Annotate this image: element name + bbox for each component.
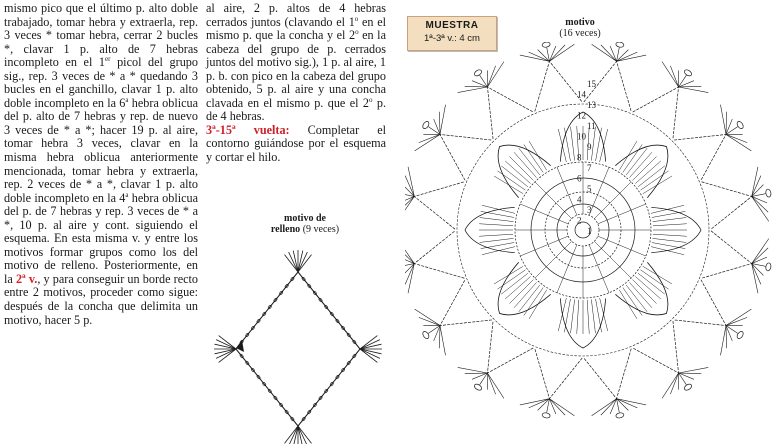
round-number-10: 10 [577, 131, 586, 142]
round-number-7: 7 [587, 163, 592, 173]
motif-picot [765, 262, 771, 271]
motif-outer-chain [414, 231, 464, 278]
motif-picot [615, 412, 624, 418]
motif-picot [542, 412, 551, 418]
motif-outer-fan-stitch [617, 52, 638, 61]
motif-outer-chain [702, 231, 752, 278]
motif-outer-fan-stitch [752, 248, 768, 264]
motif-outer-fan-stitch [520, 55, 550, 61]
round-number-4: 4 [577, 194, 582, 205]
motif-picot [473, 383, 482, 392]
round-number-3: 3 [587, 205, 592, 215]
motif-outer-fan-stitch [662, 373, 678, 398]
motif-outer-fan-stitch [752, 264, 758, 294]
filler-chain-line [236, 349, 298, 426]
motif-picot [736, 330, 745, 339]
motif-outer-fan-stitch [679, 373, 702, 374]
motif-outer-chain [674, 280, 726, 326]
motif-petal-stitch [591, 127, 595, 161]
round-ref-3-15: 3ª-15ª vuelta: [206, 122, 290, 137]
filler-fan [360, 336, 382, 363]
motif-outer-fan-stitch [415, 309, 440, 325]
motif-outer-fan-stitch [408, 264, 414, 294]
motif-outer-fan-stitch [726, 112, 727, 135]
motif-outer-fan-stitch [720, 326, 726, 356]
motif-petal-stitch [600, 298, 608, 331]
motif-outer-chain [535, 61, 582, 111]
motif-spoke [520, 236, 568, 256]
motif-outer-fan-stitch [617, 55, 647, 61]
motif-petal-stitch [652, 238, 686, 242]
motif-outer-fan-stitch [720, 105, 726, 135]
motif-outer-fan-stitch [487, 62, 503, 87]
filler-motif-diagram [208, 244, 388, 444]
filler-chain-line [298, 349, 360, 426]
motif-outer-fan-stitch [679, 367, 709, 373]
motif-petal-stitch [564, 128, 570, 161]
filler-fan-stitch [298, 426, 307, 444]
motif-petal-stitch [480, 238, 514, 242]
motif-outer-fan-stitch [440, 326, 446, 356]
motif-outer-fan-stitch [549, 399, 565, 415]
instructions-paragraph-1: mismo pico que el último p. alto doble trabajado, tomar hebra y extraerla, rep. 3 veces * tomar hebra, cerrar 2 bucles *, clavar 1 p. alto de 7 hebras incompleto en el 1er picol del grupo sig., rep. 3 veces de * a * quedando 3 bucles en el ganchillo, clavar 1 p. alto doble incompleto en la 6$^a$ hebra oblicua del p. alto de 7 hebras y rep. de nuevo 3 veces de * a *; hacer 19 p. al aire, tomar hebra 3 veces, clavar en la misma hebra oblicua anteriormente mencionada, tomar hebra y extraerla, rep. 2 veces de * a *, clavar 1 p. alto doble incompleto en la 4$^a$ hebra oblicua del p. de 7 hebras y rep. 3 veces de * a *, 10 p. al aire y cont. siguiendo el esquema. En esta misma v. y entre los motivos formar grupos como los del motivo de relleno. Posteriormente, en la 2ª v., y para conseguir un borde recto entre 2 motivos, proceder como sigue: después de la concha que delimita un motivo, hacer 5 p. [4, 1, 199, 327]
motif-outer-fan-stitch [520, 399, 550, 405]
motif-petal-stitch [481, 211, 514, 217]
motif-petal [558, 298, 607, 348]
filler-fan [285, 250, 312, 272]
motif-petal-stitch [591, 299, 595, 333]
motif-outer-fan-stitch [601, 45, 617, 61]
motif-outer-chain [702, 182, 752, 229]
motif-petal [465, 205, 515, 254]
round-number-2: 2 [577, 215, 582, 226]
motif-picot [765, 189, 771, 198]
motif-petal-stitch [652, 211, 685, 217]
motif-petal-stitch [481, 243, 514, 249]
motif-petal-stitch [587, 300, 589, 334]
motif-picot [683, 383, 692, 392]
motivo-caption: motivo (16 veces) [559, 17, 601, 39]
motif-outer-chain [674, 134, 726, 180]
motif-petal-stitch [482, 247, 515, 255]
motif-petal-stitch [571, 299, 575, 333]
motif-outer-fan-stitch [601, 399, 617, 415]
motif-petal-stitch [564, 299, 570, 332]
filler-fan-stitch [289, 426, 298, 444]
motif-outer-fan-stitch [679, 86, 702, 87]
motif-petal-stitch [596, 128, 602, 161]
motif-outer-fan-stitch [439, 112, 440, 135]
round-number-15: 15 [587, 79, 596, 89]
motif-petal-stitch [596, 299, 602, 332]
motif-ring [567, 214, 599, 246]
filler-chain-line [298, 272, 360, 349]
muestra-size: 1ª-3ª v.: 4 cm [424, 33, 480, 44]
motif-outer-fan-stitch [465, 86, 488, 87]
round-number-5: 5 [587, 184, 592, 194]
motif-outer-fan-stitch [405, 239, 414, 264]
motif-outer-chain [633, 321, 679, 373]
motif-petal-stitch [577, 300, 579, 334]
motif-petal-stitch [651, 247, 684, 255]
motif-outer-fan-stitch [662, 62, 678, 87]
motif-outer-chain [633, 87, 679, 139]
motif-petal-stitch [652, 218, 686, 222]
motif-outer-fan-stitch [408, 167, 414, 197]
motif-outer-fan-stitch [529, 399, 550, 408]
motif-petal-stitch [509, 156, 533, 180]
motif-outer-chain [440, 134, 492, 180]
motif-outer-fan-stitch [617, 399, 647, 405]
motif-spoke [557, 167, 577, 215]
motif-outer-chain [535, 349, 582, 399]
motif-petal-stitch [632, 156, 656, 180]
motif-outer-fan-stitch [405, 176, 414, 197]
filler-fan [285, 426, 312, 444]
round-ref-2: 2ª v. [15, 271, 38, 286]
motif-outer-fan-stitch [405, 196, 414, 221]
motif-petal-stitch [479, 234, 513, 236]
motif-outer-chain [414, 182, 464, 229]
text-column-1 [4, 2, 198, 327]
round-number-1: 1 [587, 226, 592, 236]
muestra-title: MUESTRA [425, 20, 479, 31]
round-number-6: 6 [577, 173, 582, 184]
motif-petal-stitch [629, 152, 652, 177]
instructions-paragraph-2: al aire, 2 p. altos de 4 hebras cerrados juntos (clavando el 1$^o$ en el mismo p. que la concha y el 2$^o$ en la cabeza del grupo de p. cerrados juntos del motivo sig.), 1 p. al aire, 1 p. b. con pico en la cabeza del grupo obtenido, 5 p. al aire y una concha clavada en el mismo p. que el 2$^o$ p. de 4 hebras. [206, 1, 387, 124]
motif-petal-stitch [571, 127, 575, 161]
motif-petal-stitch [651, 205, 684, 213]
motif-outer-fan-stitch [617, 399, 638, 408]
motif-petal-stitch [558, 298, 566, 331]
motif-outer-chain [584, 349, 631, 399]
motif-petal-stitch [509, 279, 533, 303]
motif-petal [651, 205, 701, 254]
motif-petal-stitch [482, 205, 515, 213]
motif-petal-stitch [505, 161, 530, 184]
motif-petal-stitch [629, 282, 652, 307]
round-number-9: 9 [587, 142, 592, 152]
motif-outer-fan-stitch [405, 264, 414, 285]
text-column-2 [206, 2, 386, 165]
filler-fan [214, 336, 236, 363]
motif-picot [422, 330, 431, 339]
motif-outer-fan-stitch [752, 196, 768, 212]
motif-petal-stitch [558, 129, 566, 162]
motif-petal-stitch [632, 279, 656, 303]
motif-petal-stitch [514, 152, 537, 177]
motif-petal-stitch [479, 224, 513, 226]
motif-spoke [598, 204, 646, 224]
motif-picot [615, 42, 624, 48]
round-number-13: 13 [587, 100, 596, 110]
motif-outer-fan-stitch [440, 105, 446, 135]
motif-petal-stitch [600, 129, 608, 162]
motif-petal-stitch [635, 276, 660, 299]
motif-outer-chain [487, 87, 533, 139]
motif-spoke [520, 204, 568, 224]
round-number-14: 14 [577, 89, 586, 100]
motif-petal-stitch [653, 234, 687, 236]
motif-spoke [589, 167, 609, 215]
main-motif-diagram [405, 42, 775, 448]
motif-outer-fan-stitch [752, 264, 761, 285]
filler-chain-line [236, 272, 298, 349]
motif-outer-fan-stitch [726, 309, 751, 325]
motif-petal-stitch [480, 218, 514, 222]
motif-petal-stitch [635, 161, 660, 184]
motif-picot [542, 42, 551, 48]
motif-outer-fan-stitch [679, 87, 709, 93]
motif-petal-stitch [652, 243, 685, 249]
motif-picot [473, 69, 482, 78]
motif-outer-fan-stitch [465, 373, 488, 374]
motif-outer-fan-stitch [415, 134, 440, 150]
motif-outer-fan-stitch [726, 326, 727, 349]
motif-petal-stitch [514, 282, 537, 307]
motif-picot [736, 120, 745, 129]
motif-outer-fan-stitch [529, 52, 550, 61]
motif-spoke [557, 245, 577, 293]
motif-outer-fan-stitch [752, 167, 758, 197]
motif-petal-stitch [653, 224, 687, 226]
motif-petal-stitch [505, 276, 530, 299]
motif-outer-fan-stitch [726, 134, 751, 150]
motif-outer-fan-stitch [458, 87, 488, 93]
round-number-12: 12 [577, 110, 586, 121]
motif-outer-chain [487, 321, 533, 373]
round-number-11: 11 [587, 121, 596, 131]
relleno-caption: motivo de relleno (9 veces) [270, 213, 340, 235]
motif-outer-fan-stitch [458, 367, 488, 373]
motif-picot [422, 120, 431, 129]
motif-outer-fan-stitch [752, 176, 761, 197]
round-number-8: 8 [577, 152, 582, 163]
instructions-paragraph-3: 3ª-15ª vuelta: Completar el contorno guiándose por el esquema y cortar el hilo. [206, 122, 386, 165]
motif-outer-chain [440, 280, 492, 326]
motif-outer-fan-stitch [549, 45, 565, 61]
motif-outer-fan-stitch [487, 373, 503, 398]
motif-spoke [598, 236, 646, 256]
motif-outer-fan-stitch [439, 326, 440, 349]
motif-spoke [589, 245, 609, 293]
motif-picot [683, 69, 692, 78]
